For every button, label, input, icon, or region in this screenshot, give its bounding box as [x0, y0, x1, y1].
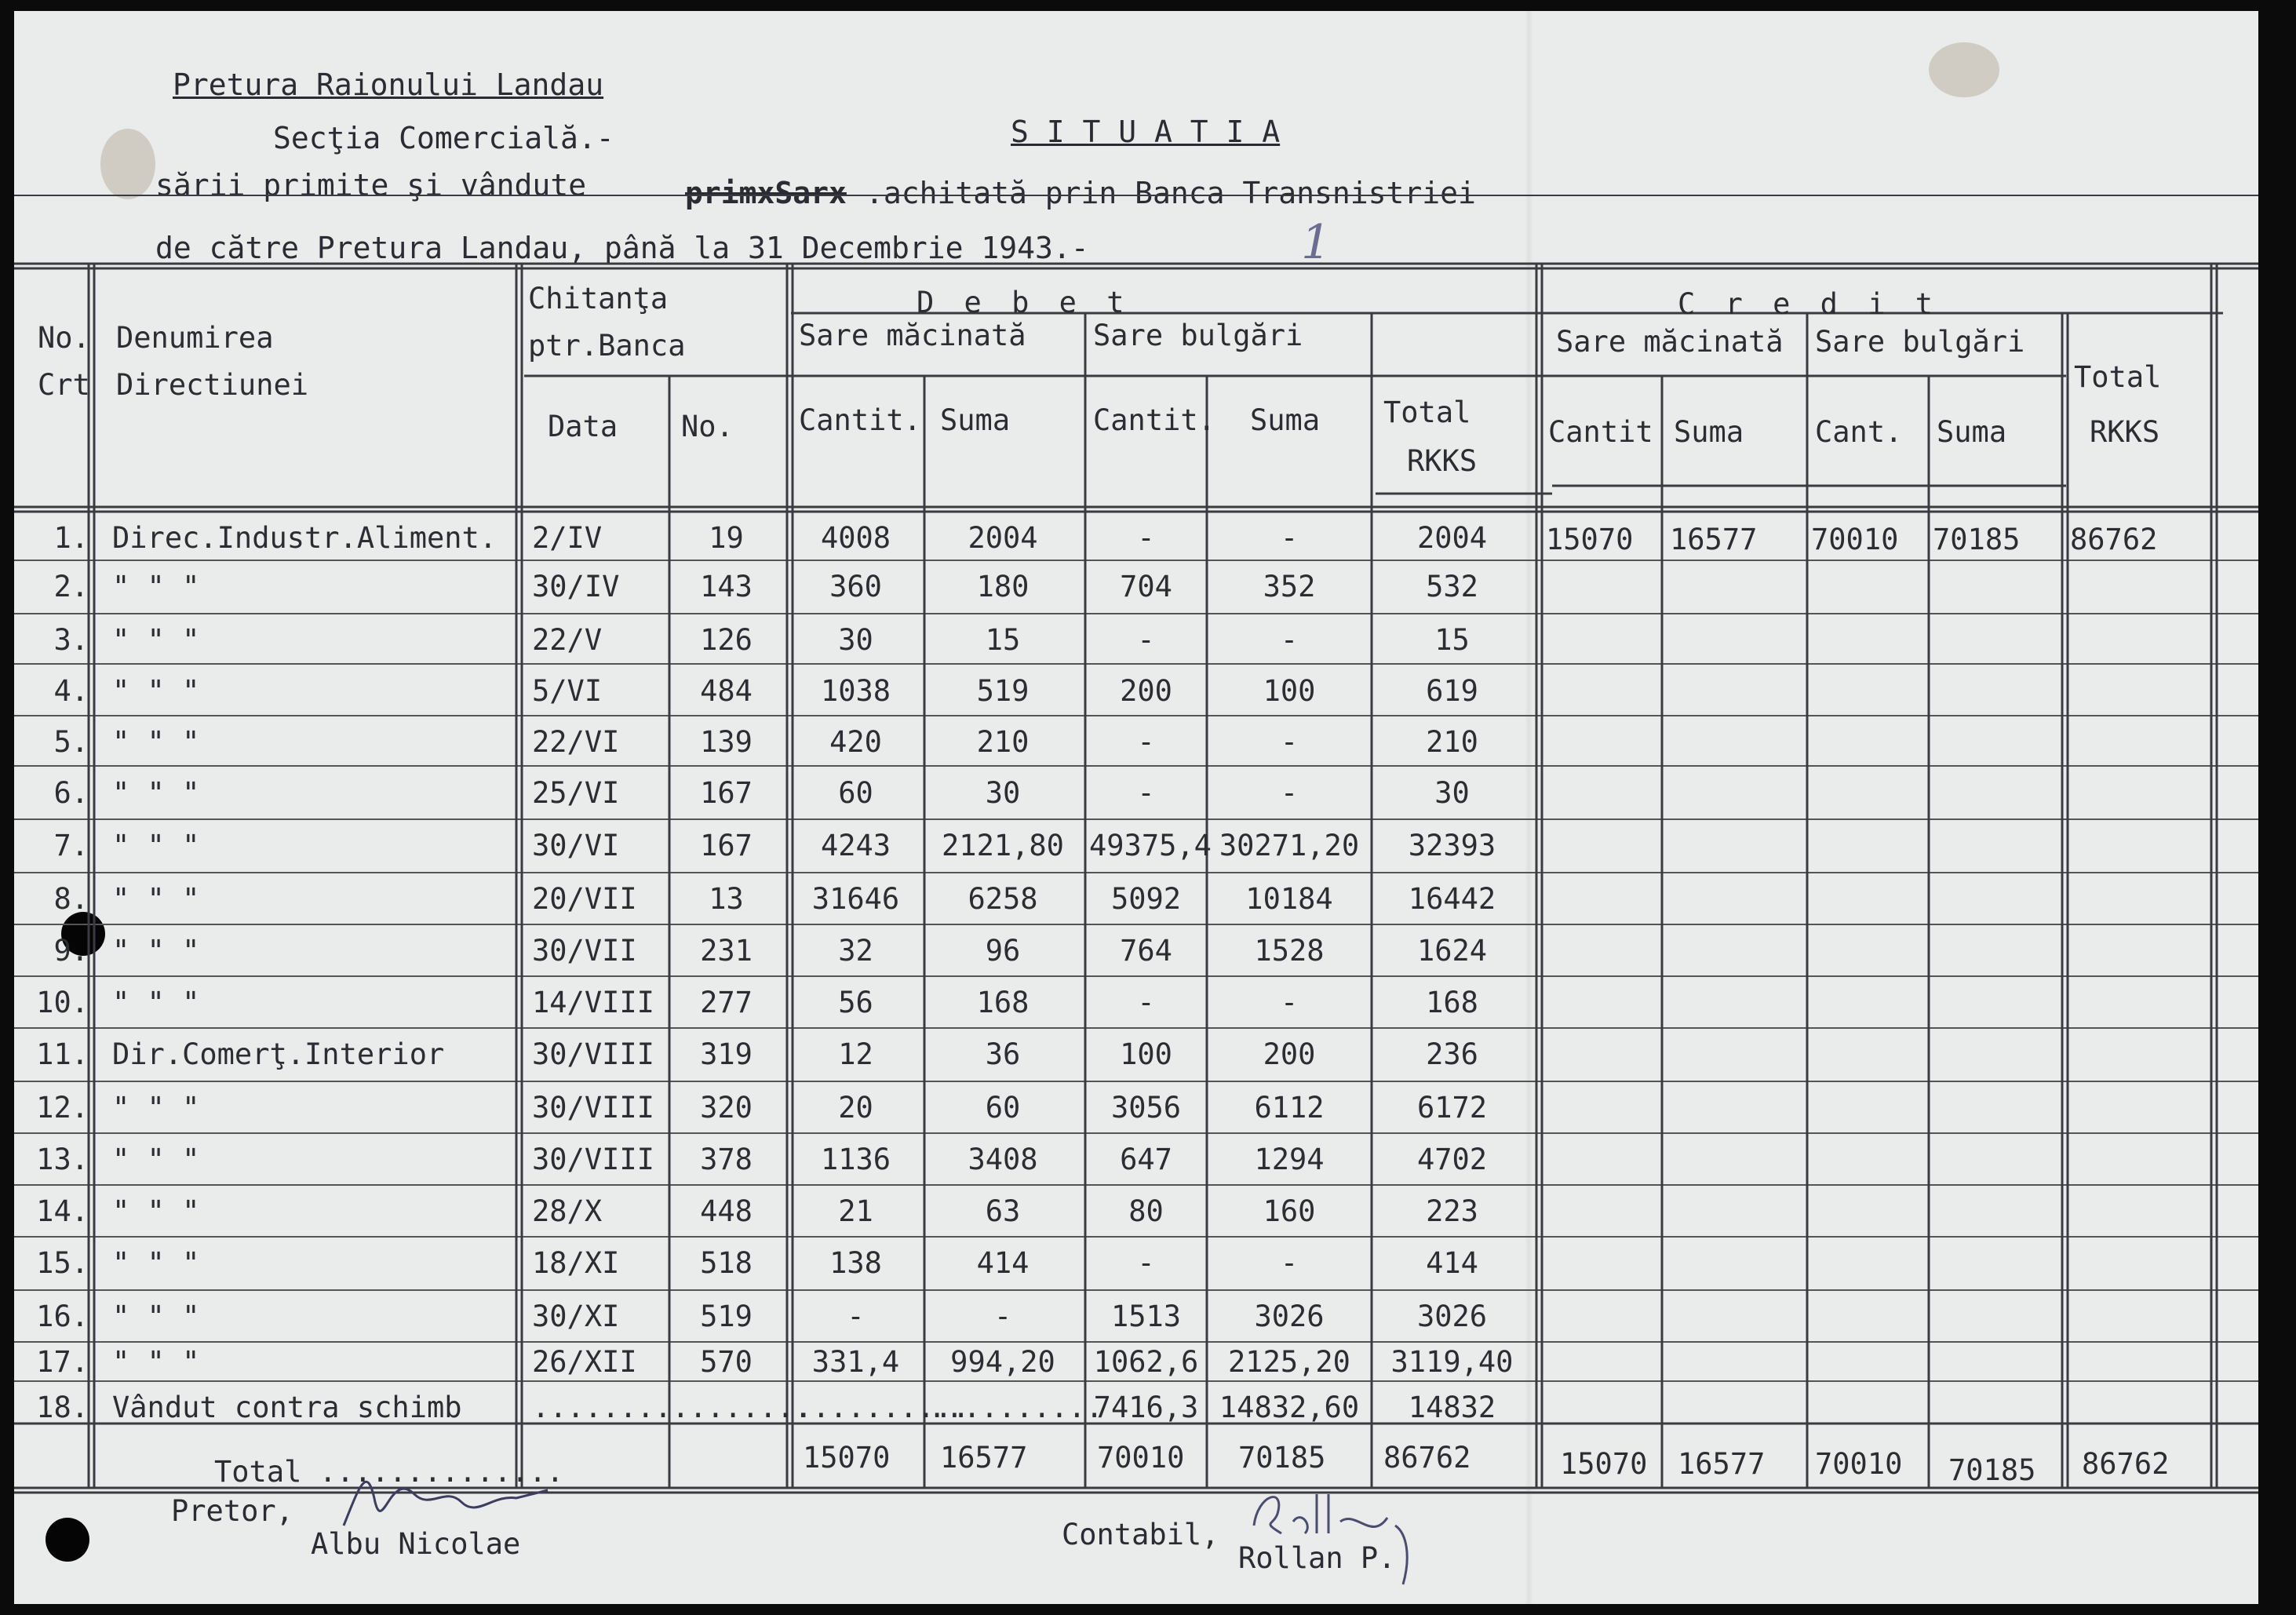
row-name: " " "	[112, 1091, 200, 1125]
row-date: 30/VIII	[532, 1143, 654, 1176]
row-lump-qty: 7416,3	[1093, 1391, 1199, 1424]
row-ground-sum: 2004	[968, 521, 1038, 555]
office-name: Pretura Raionului Landau	[173, 67, 604, 102]
row-date: 26/XII	[532, 1345, 637, 1379]
row-name: Vândut contra schimb	[112, 1391, 462, 1424]
row-receipt-no: 167	[700, 829, 753, 862]
row-ground-sum: 63	[985, 1194, 1021, 1228]
row-ground-sum: 96	[985, 934, 1021, 968]
row-name: " " "	[112, 1143, 200, 1176]
row-lump-qty: 704	[1120, 570, 1172, 603]
row-ground-sum: 994,20	[950, 1345, 1055, 1379]
row-ground-sum: 519	[976, 674, 1030, 708]
row-lump-qty: -	[1137, 623, 1155, 657]
row-total: 16442	[1408, 882, 1496, 916]
row-number: 18.	[36, 1391, 89, 1424]
row-date: 22/V	[532, 623, 603, 657]
row-total: 4702	[1416, 1143, 1488, 1176]
header-credit-cant: Cant.	[1815, 415, 1903, 449]
row-ground-qty: 31646	[811, 882, 900, 916]
header-qty-2: Cantit.	[1093, 403, 1215, 437]
header-crt: Crt	[38, 368, 90, 402]
row-name: " " "	[112, 623, 200, 657]
row-total: 14832	[1408, 1391, 1496, 1424]
row-receipt-no: 319	[700, 1037, 753, 1071]
row-lump-sum: -	[1280, 1246, 1299, 1280]
row-total: 619	[1426, 674, 1478, 708]
row-ground-sum: -	[993, 1300, 1012, 1333]
row-receipt-no: 126	[700, 623, 753, 657]
row-receipt-no: 139	[700, 725, 753, 759]
row-lump-qty: 100	[1120, 1037, 1172, 1071]
row-number: 2.	[53, 570, 89, 603]
row-date: ................	[532, 1391, 812, 1424]
row-date: 20/VII	[532, 882, 637, 916]
accountant-label: Contabil,	[1062, 1518, 1219, 1551]
row-date: 22/VI	[532, 725, 620, 759]
credit-qty-1: 15070	[1546, 523, 1634, 556]
row-lump-sum: 200	[1263, 1037, 1316, 1071]
row-date: 2/IV	[532, 521, 603, 555]
row-total: 15	[1434, 623, 1470, 657]
header-rkks: RKKS	[1407, 444, 1478, 478]
struck-text: primxSarx	[685, 176, 847, 210]
row-lump-sum: 100	[1263, 674, 1316, 708]
row-ground-qty: 32	[838, 934, 873, 968]
row-lump-sum: -	[1280, 521, 1299, 555]
header-credit-ground-salt: Sare măcinată	[1556, 325, 1784, 359]
header-debit-lump-salt: Sare bulgări	[1093, 319, 1303, 352]
row-ground-qty: ..........	[795, 1391, 970, 1424]
totals-credit-qty-1: 15070	[1560, 1447, 1648, 1481]
row-lump-qty: 1513	[1110, 1300, 1182, 1333]
date-line: de către Pretura Landau, până la 31 Decembrie 1943.-	[155, 231, 1089, 265]
row-total: 6172	[1416, 1091, 1488, 1125]
row-ground-qty: 4008	[820, 521, 891, 555]
row-lump-sum: 352	[1263, 570, 1316, 603]
header-credit-qty: Cantit	[1548, 415, 1653, 449]
row-lump-qty: 80	[1128, 1194, 1164, 1228]
row-number: 4.	[53, 674, 89, 708]
row-date: 30/XI	[532, 1300, 620, 1333]
document-title: S I T U A T I A	[1011, 115, 1281, 149]
row-receipt-no: 13	[709, 882, 744, 916]
header-credit-sum-2: Suma	[1937, 415, 2007, 449]
row-date: 14/VIII	[532, 986, 654, 1019]
totals-debit-qty-1: 15070	[803, 1441, 891, 1475]
row-receipt-no: 519	[700, 1300, 753, 1333]
pretor-name: Albu Nicolae	[311, 1527, 521, 1561]
row-total: 30	[1434, 776, 1470, 810]
pretor-signature	[328, 1455, 563, 1549]
totals-credit-sum-2: 70185	[1948, 1453, 2036, 1487]
header-name: Denumirea	[116, 321, 274, 355]
row-ground-qty: 4243	[820, 829, 891, 862]
row-lump-qty: -	[1137, 725, 1155, 759]
row-receipt-no: 277	[700, 986, 753, 1019]
row-name: " " "	[112, 829, 200, 862]
row-total: 1624	[1416, 934, 1488, 968]
row-date: 30/VIII	[532, 1037, 654, 1071]
row-number: 7.	[53, 829, 89, 862]
row-total: 532	[1426, 570, 1478, 603]
row-total: 168	[1426, 986, 1478, 1019]
row-name: " " "	[112, 570, 200, 603]
row-number: 10.	[36, 986, 89, 1019]
row-lump-qty: -	[1137, 1246, 1155, 1280]
row-lump-qty: 49375,4	[1089, 829, 1212, 862]
row-number: 1.	[53, 521, 89, 555]
row-ground-sum: 6258	[968, 882, 1038, 916]
row-lump-sum: 10184	[1245, 882, 1333, 916]
totals-debit-qty-2: 70010	[1097, 1441, 1185, 1475]
row-receipt-no: 19	[709, 521, 744, 555]
row-name: " " "	[112, 1246, 200, 1280]
row-lump-qty: -	[1137, 521, 1155, 555]
office-subject: sării primite şi vândute	[155, 168, 587, 202]
row-number: 16.	[36, 1300, 89, 1333]
row-lump-sum: -	[1280, 623, 1299, 657]
header-name-2: Directiunei	[116, 368, 309, 402]
row-name: " " "	[112, 882, 200, 916]
row-receipt-no: 448	[700, 1194, 753, 1228]
row-date: 30/VIII	[532, 1091, 654, 1125]
row-date: 30/IV	[532, 570, 620, 603]
row-ground-sum: 36	[985, 1037, 1021, 1071]
row-number: 8.	[53, 882, 89, 916]
header-nr: No.	[38, 321, 90, 355]
row-ground-sum: 3408	[968, 1143, 1038, 1176]
row-ground-qty: 360	[829, 570, 882, 603]
totals-credit-total: 86762	[2082, 1447, 2170, 1481]
row-total: 32393	[1408, 829, 1496, 862]
header-debit: D e b e t	[917, 286, 1131, 319]
row-ground-sum: 15	[985, 623, 1021, 657]
row-number: 3.	[53, 623, 89, 657]
credit-sum-1: 16577	[1670, 523, 1758, 556]
totals-debit-sum-1: 16577	[940, 1441, 1028, 1475]
row-ground-sum: 414	[976, 1246, 1030, 1280]
row-ground-sum: 168	[976, 986, 1030, 1019]
row-ground-qty: 60	[838, 776, 873, 810]
header-total: Total	[1383, 396, 1471, 429]
row-total: 414	[1426, 1246, 1478, 1280]
row-name: " " "	[112, 776, 200, 810]
row-date: 28/X	[532, 1194, 603, 1228]
row-receipt-no: 320	[700, 1091, 753, 1125]
row-lump-sum: 1294	[1254, 1143, 1325, 1176]
header-debit-ground-salt: Sare măcinată	[799, 319, 1026, 352]
row-name: " " "	[112, 1194, 200, 1228]
office-section: Secţia Comercială.-	[273, 121, 614, 155]
row-date: 5/VI	[532, 674, 603, 708]
row-ground-qty: 1038	[820, 674, 891, 708]
row-lump-qty: 1062,6	[1093, 1345, 1199, 1379]
header-credit-rkks: RKKS	[2090, 415, 2160, 449]
header-credit-lump-salt: Sare bulgări	[1815, 325, 2025, 359]
row-name: " " "	[112, 934, 200, 968]
row-ground-qty: 138	[829, 1246, 882, 1280]
row-lump-sum: 30271,20	[1219, 829, 1360, 862]
row-lump-sum: 14832,60	[1219, 1391, 1360, 1424]
row-lump-sum: 6112	[1254, 1091, 1325, 1125]
credit-sum-2: 70185	[1933, 523, 2021, 556]
row-lump-sum: -	[1280, 986, 1299, 1019]
row-number: 11.	[36, 1037, 89, 1071]
row-name: Direc.Industr.Aliment.	[112, 521, 497, 555]
row-ground-sum: 60	[985, 1091, 1021, 1125]
row-ground-qty: 331,4	[811, 1345, 900, 1379]
document-page	[14, 11, 2258, 1604]
row-ground-qty: 420	[829, 725, 882, 759]
accountant-name: Rollan P.	[1238, 1541, 1396, 1575]
row-receipt-no: 143	[700, 570, 753, 603]
row-lump-qty: 647	[1120, 1143, 1172, 1176]
row-receipt-no: 378	[700, 1143, 753, 1176]
header-credit-sum: Suma	[1674, 415, 1744, 449]
header-sum-1: Suma	[940, 403, 1011, 437]
header-receipt-2: ptr.Banca	[528, 329, 686, 363]
row-lump-sum: 1528	[1254, 934, 1325, 968]
row-lump-sum: 2125,20	[1228, 1345, 1350, 1379]
row-name: " " "	[112, 1345, 200, 1379]
row-lump-sum: -	[1280, 776, 1299, 810]
row-date: 18/XI	[532, 1246, 620, 1280]
row-receipt-no: 167	[700, 776, 753, 810]
row-name: " " "	[112, 725, 200, 759]
row-ground-qty: 21	[838, 1194, 873, 1228]
row-ground-qty: 20	[838, 1091, 873, 1125]
row-ground-qty: 1136	[820, 1143, 891, 1176]
accountant-signature	[1238, 1478, 1442, 1588]
row-lump-qty: 200	[1120, 674, 1172, 708]
row-lump-qty: -	[1137, 776, 1155, 810]
row-name: " " "	[112, 986, 200, 1019]
row-number: 14.	[36, 1194, 89, 1228]
pencil-mark: 1	[1301, 215, 1332, 270]
totals-debit-total: 86762	[1383, 1441, 1471, 1475]
row-total: 223	[1426, 1194, 1478, 1228]
row-number: 15.	[36, 1246, 89, 1280]
row-number: 13.	[36, 1143, 89, 1176]
row-date: 25/VI	[532, 776, 620, 810]
header-no: No.	[681, 410, 734, 443]
row-receipt-no: 518	[700, 1246, 753, 1280]
row-ground-sum: 30	[985, 776, 1021, 810]
row-lump-qty: 5092	[1110, 882, 1182, 916]
totals-credit-sum-1: 16577	[1678, 1447, 1766, 1481]
row-ground-sum: 2121,80	[942, 829, 1064, 862]
row-ground-qty: 12	[838, 1037, 873, 1071]
row-ground-sum: 180	[976, 570, 1030, 603]
credit-qty-2: 70010	[1811, 523, 1899, 556]
row-lump-sum: 3026	[1254, 1300, 1325, 1333]
row-name: " " "	[112, 1300, 200, 1333]
row-lump-qty: 764	[1120, 934, 1172, 968]
row-receipt-no: 484	[700, 674, 753, 708]
row-ground-sum: 210	[976, 725, 1030, 759]
document-subtitle: .achitată prin Banca Transnistriei	[866, 176, 1476, 210]
row-date: 30/VI	[532, 829, 620, 862]
header-sum-2: Suma	[1250, 403, 1321, 437]
row-total: 2004	[1416, 521, 1488, 555]
row-receipt-no: 231	[700, 934, 753, 968]
row-ground-qty: -	[847, 1300, 865, 1333]
row-total: 210	[1426, 725, 1478, 759]
header-receipt: Chitanţa	[528, 282, 669, 315]
header-date: Data	[548, 410, 618, 443]
row-lump-qty: 3056	[1110, 1091, 1182, 1125]
header-credit: C r e d i t	[1678, 287, 1940, 321]
row-name: " " "	[112, 674, 200, 708]
row-number: 12.	[36, 1091, 89, 1125]
header-qty-1: Cantit.	[799, 403, 921, 437]
row-ground-sum: ..........	[928, 1391, 1103, 1424]
row-number: 5.	[53, 725, 89, 759]
row-number: 17.	[36, 1345, 89, 1379]
row-number: 9.	[53, 934, 89, 968]
row-total: 3026	[1416, 1300, 1488, 1333]
row-lump-sum: -	[1280, 725, 1299, 759]
row-receipt-no: 570	[700, 1345, 753, 1379]
row-ground-qty: 30	[838, 623, 873, 657]
row-total: 3119,40	[1390, 1345, 1514, 1379]
row-total: 236	[1426, 1037, 1478, 1071]
row-name: Dir.Comerţ.Interior	[112, 1037, 445, 1071]
row-date: 30/VII	[532, 934, 637, 968]
row-number: 6.	[53, 776, 89, 810]
row-lump-qty: -	[1137, 986, 1155, 1019]
row-ground-qty: 56	[838, 986, 873, 1019]
totals-credit-qty-2: 70010	[1815, 1447, 1903, 1481]
header-credit-total: Total	[2074, 360, 2162, 394]
credit-total: 86762	[2070, 523, 2158, 556]
totals-debit-sum-2: 70185	[1238, 1441, 1326, 1475]
totals-label: Total ..............	[214, 1455, 564, 1489]
row-lump-sum: 160	[1263, 1194, 1316, 1228]
pretor-label: Pretor,	[171, 1494, 293, 1528]
